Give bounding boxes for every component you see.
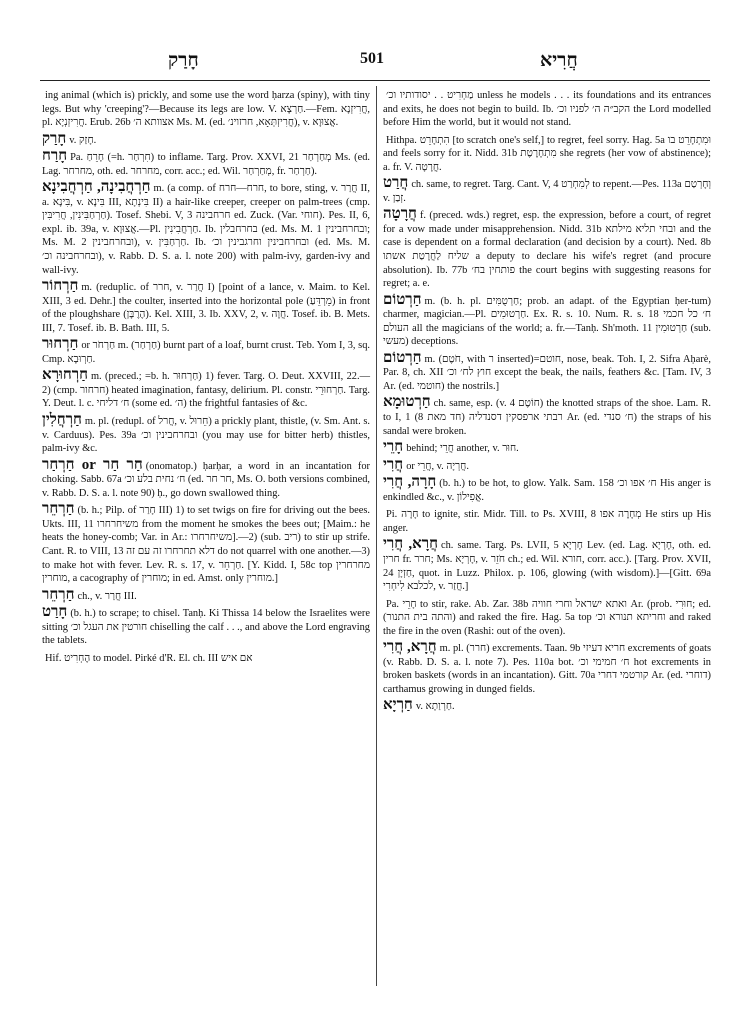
running-head-right: חֲרִיא [540, 50, 578, 71]
dictionary-entry [42, 88, 370, 130]
entry-headword: חַרְיָא [383, 697, 413, 714]
entry-body: (b. h.; Pilp. of חָרַר III) 1) to set twigs on fire for driving out the bees. Ukts. III, 11 משיחרחרו from the moment he smokes the bees out; [Maim.: he heats the honey-comb; Var. in Ar.: משיחרחרו].—2) (sub. ריב) to stir up strife. Cant. R. to VIII, 13 דלא תחרחרו זה עם זה do not quarrel with one another.—3) to make hot with fever. Lev. R. s. 17, v. חַרְחֵר. [Y. Kidd. I, 58c top מחרחרין מוחרין, a cacography of מוחרין; in ed. Amst. only מוחרין.] [42, 505, 371, 585]
dictionary-entry [383, 507, 711, 535]
entry-headword: חַרְחֲבִינָה, חַרְחֲבִינָא [42, 179, 151, 196]
entry-headword: חַרְחֵר [42, 501, 75, 518]
entry-body: ing animal (which is) prickly, and some use the word ḥarza (spiny), with tiny legs. But why 'creeping'?—Because its legs are low. V. חַרְצָא.—Fem. חֲרִיזְנָא, pl. חֲרִיזְנְיָא. Erub. 26b אצוותא ה׳ Ms. M. (ed. חֲרִיזְתְּאָא, חרזוינ׳), v. אֲצוּוָא. [42, 90, 370, 129]
entry-headword: חַרְחוּר [42, 336, 79, 353]
entry-body: Pi. חָרָה to ignite, stir. Midr. Till. to Ps. XVIII, 8 מְחָרֶה אפו He stirs up His anger. [383, 509, 711, 534]
dictionary-entry [42, 150, 370, 178]
entry-body: v. חָזַק. [69, 134, 97, 146]
dictionary-entry [42, 586, 370, 604]
dictionary-entry [383, 177, 711, 205]
entry-body: ch. same, esp. (v. חוֹטֶם 4) the knotted straps of the shoe. Lam. R. to I, 1 (8 חד מאת) רבתי ארפסקין דסנדליה Ar. (ed. ח׳ סנדי) the straps of his sandal were broken. [383, 398, 711, 437]
entry-headword: חָרַט [42, 604, 68, 621]
entry-headword: חֲרָא, חֲרִי [383, 639, 437, 656]
entry-headword: חַרְטוּמָא [383, 394, 431, 411]
dictionary-entry [383, 208, 711, 290]
entry-headword: חַרְחֵר [42, 586, 75, 603]
entry-headword: חָרַק [42, 130, 67, 147]
dictionary-entry [383, 641, 711, 696]
entry-body: f. (preced. wds.) regret, esp. the expression, before a court, of regret for a vow made under misapprehension. Nidd. 31b ובחי תליא מילתא and the case is dependent on a formal declaration (and decision by a court). Ned. 8b שליח לַחֲרָטַת אשתו a deputy to declare his wife's regret (and procure absolution). Ib. 77b פותחין בח׳ the court begins with suggesting reasons for regret; a. e. [383, 210, 711, 290]
dictionary-entry [42, 456, 371, 501]
entry-body: Hif. הֶחְרִיט to model. Pirké d'R. El. ch. III אם איש [45, 652, 253, 664]
header-rule [40, 80, 710, 81]
dictionary-entry [383, 133, 711, 175]
entry-headword: חָרַח [42, 148, 68, 165]
entry-body: m. (reduplic. of חרר, v. חֲרַר I) [point of a lance, v. Maim. to Kel. XIII, 3 ed. Dehr.] the coulter, inserted into the horizontal pole (מֵרְדֵּעַ) in front of the ploughshare (הֶרֶבָּן). Kel. XIII, 3. Ib. XXV, 2, v. חֲוָה. Tosef. ib. B. Mets. III, 7. Tosef. ib. B. Bath. III, 5. [42, 282, 371, 334]
entry-body: Pa. חָרֵי to stir, rake. Ab. Zar. 38b ואתא ישראל וחרי חוויה Ar. (prob. חוּרִי; ed. (והתה בית התנור) and raked the fire. Hag. 5a top וחריתא תנורא וכ׳ and raked the fire in the oven (Rashi: out of the oven). [383, 598, 712, 637]
entry-headword: חָרָה, חֲרִי [383, 474, 437, 491]
entry-body: m. (חֹטֶם, with ר inserted)=חוטם, nose, beak. Toh. I, 2. Sifra Aḥarè, Par. 8, ch. XII חוץ לח׳ וכ׳ except the beak, the nails, feathers &c. [Tam. IV, 3 Ar. (ed. חוטמי) the nostrils.] [383, 353, 712, 392]
page-header [0, 38, 750, 71]
entry-body: ch., v. חֲרַר III. [77, 590, 137, 602]
entry-headword: חַרְחוּרָא [42, 367, 88, 384]
left-column [42, 88, 370, 668]
entry-body: m. pl. (redupl. of חֲרל, v. חֵרוּל) a prickly plant, thistle, (v. Sm. Ant. s. v. Carduus). Pes. 39a ובחרחבינין וכ׳ (you may use for bitter herb) thistles, palm-ivy &c. [42, 416, 370, 455]
entry-headword: חֲרָטָה [383, 206, 417, 223]
dictionary-entry [383, 396, 711, 438]
entry-headword: חַרְטוֹם [383, 291, 422, 308]
dictionary-entry [42, 369, 370, 411]
dictionary-entry [383, 597, 711, 639]
entry-body: ch. same. Targ. Ps. LVII, 5 חָרְיָא Lev. (ed. Lag. חָרְיָא, oth. ed. חרין fr. חרר; Ms. חָרְיָא, v. חֹזֵר ch.; ed. Wil. חורא, corr. acc.). [Targ. Prov. XVII, 24 חַזְיָן, quot. in Luzz. Philox. p. 106, glowing (with wisdom).]—[Gitt. 69a לכלבא לִיחְרִי, v. חֲזַר.] [383, 540, 711, 593]
entry-body: or חַרְחֹר m. (חַרְחַר) burnt part of a loaf, burnt crust. Teb. Yom I, 3, sq. Cmp. חַרְוּבָא. [42, 340, 370, 365]
entry-headword: חָרֵי [383, 439, 404, 456]
entry-body: or חֲרֵי, v. חֲרְיָה. [406, 460, 469, 472]
dictionary-entry [42, 338, 370, 366]
page-number: 501 [360, 50, 384, 67]
column-divider [376, 86, 377, 986]
dictionary-entry [383, 538, 711, 593]
dictionary-entry [42, 414, 370, 456]
entry-body: (b. h.) to scrape; to chisel. Tanḥ. Ki Thissa 14 below the Israelites were sitting חורטין את העגל וכ׳ chiselling the calf . . ., and above the Lord engraving the tablets. [42, 608, 370, 647]
entry-body: ch. same, to regret. Targ. Cant. V, 4 לְמִחְרַט to repent.—Pes. 113a וְחָרְטַם v. זְבַן. [383, 179, 711, 204]
entry-headword: חַרְחוֹר [42, 278, 79, 295]
entry-body: m. (preced.; =b. h. חַרְחוּר) 1) fever. Targ. O. Deut. XXVIII, 22.—2) (cmp. חרחור) heated imagination, fantasy, delirium. Pl. constr. חַרְחוּרֵי. Targ. Y. Deut. l. c. ח׳ דליחי (some ed. ה׳) the frightful fantasies of &c. [42, 371, 370, 410]
entry-headword: חַרְחֲלִין [42, 412, 82, 429]
entry-body: Hithpa. הִתְחָרֵט [to scratch one's self,] to regret, feel sorry. Hag. 5a וּמִתְחָרֵט בו and feels sorry for it. Nidd. 31b מִתְחָרֶטֶת she regrets (her vow of abstinence); a. fr. V. חֲרָטָה. [383, 134, 712, 173]
entry-body: m. (b. h. pl. חַרְטֻמִּים; prob. an adapt. of the Egyptian ḥer-tum) charmer, magician.—Pl. חַרְטוּמִים. Ex. R. s. 10. Num. R. s. 18 ח׳ כל חכמי העולם all the magicians of the world; a. fr.—Tanḥ. Sh'moth. 11 חַרְטוּמִין (sub. מעשי) deceptions. [383, 295, 712, 348]
dictionary-entry [383, 349, 712, 394]
entry-body: behind; חֲרֵי another, v. חוּר. [406, 443, 519, 455]
right-column [383, 88, 711, 717]
dictionary-entry [42, 130, 370, 148]
entry-body: (onomatop.) ḥarḥar, a word in an incantation for choking. Sabb. 67a ח׳ נחית בלע וכ׳ (ed. חר חר, Ms. O. both versions combined, v. Rabb. D. S. a. l. note 90) ḥ., go down swallowed thing. [42, 460, 371, 499]
dictionary-entry [383, 476, 711, 504]
dictionary-entry [383, 456, 711, 474]
entry-headword: חַרְטוֹם [383, 349, 422, 366]
dictionary-entry [383, 291, 712, 349]
entry-body: (b. h.) to be hot, to glow. Yalk. Sam. 158 ח׳ אפו וכ׳ His anger is enkindled &c., v. אֲפִילוֹן. [383, 478, 711, 503]
entry-body: v. חַרְוַתָא. [415, 701, 455, 713]
entry-headword: חַר חַר or חַרְחַר [42, 456, 143, 473]
entry-body: m. pl. (חרר) excrements. Taan. 9b חריא דעיזי excrements of goats (v. Rabb. D. S. a. l. note 7). Pes. 110a bot. ח׳ חמימי וכ׳ hot excrements in broken baskets (words in an incantation). Gitt. 70a קורטמי דחרי Ar. (ed. דוחרי) carthamus growing in dunged fields. [383, 643, 711, 695]
dictionary-entry [42, 181, 370, 277]
dictionary-entry [42, 503, 370, 585]
dictionary-entry [383, 441, 711, 456]
dictionary-entry [42, 606, 370, 648]
dictionary-entry [383, 88, 711, 130]
dictionary-entry [42, 651, 370, 666]
dictionary-entry [383, 699, 711, 714]
entry-headword: חֲרַט [383, 175, 409, 192]
entry-headword: חֲרָא, חֲרִי [383, 536, 438, 553]
entry-headword: חֲרִי [383, 456, 404, 473]
dictionary-entry [42, 280, 370, 335]
entry-body: Pa. חָרֵחַ (=h. חִרְחַר) to inflame. Targ. Prov. XXVI, 21 מְחַרְחַר Ms. (ed. Lag. מחרחר, oth. ed. מחרחר, corr. acc.; ed. Wil. מְחַרְחַר, fr. חַרְחַר). [42, 152, 370, 177]
running-head-left: חָרַק [168, 50, 199, 71]
entry-body: מַחְרִיט . . יסודותיו וכ׳ unless he models . . . its foundations and its entrances and exits, he does not begin to build. Ib. הקב״ה ה׳ לפניו וכ׳ the Lord modelled before Him the world, but it would not stand. [383, 90, 712, 129]
entry-body: m. (a comp. of חרח—חרח, to bore, sting, v. חֲרַר II, a. בִּינָא, v. בִּינָא III, בִּינְתָא II) a hair-like creeper, creeper on palm-trees (cmp. חַרְחַבִּינִין, חֲרִיבִּין). Tosef. Shebi. V, 3 חרחבינה ed. Zuck. (Var. חוחי). Pes. II, 6, expl. ib. 39a, v. אֲצוּוָא.—Pl. חַרְחֲבִינִין. Ib. בחרחבלין (ed. Ms. M. 1 ובחרחבינין; Ms. M. 2 ובחרחבינין), v. חַרְחַבִּין. Ib. ובחרחבינין וחרגבינין וכ׳ (ed. Ms. M. ובחרחבינה וכ׳), v. Rabb. D. S. a. l. note 200) with palm-ivy, garden-ivy and wall-ivy. [42, 183, 371, 276]
